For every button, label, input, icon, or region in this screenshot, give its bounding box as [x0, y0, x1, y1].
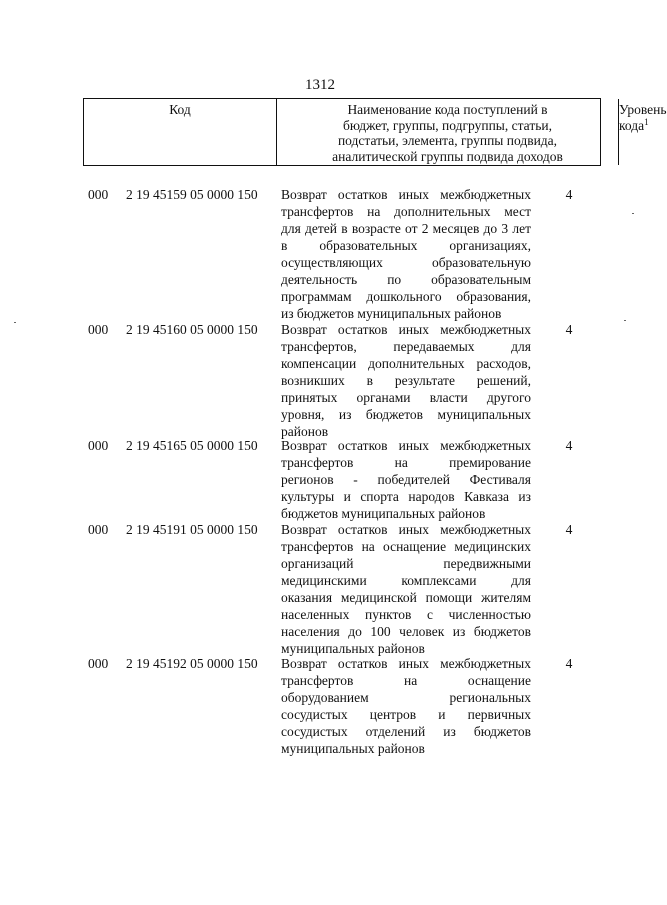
code-level: 4 — [565, 187, 573, 202]
code-name-line: Возврат остатков иных межбюджетных — [281, 322, 531, 337]
budget-code: 2 19 45192 05 0000 150 — [126, 656, 258, 671]
header-code: Код — [84, 99, 277, 165]
code-name-line: регионов - победителей Фестиваля — [281, 472, 531, 487]
scan-speck — [14, 322, 16, 323]
admin-code: 000 — [88, 522, 109, 537]
header-name-line: аналитической группы подвида доходов — [332, 148, 563, 164]
admin-code: 000 — [88, 187, 109, 202]
code-name-line: из бюджетов муниципальных районов — [281, 306, 502, 321]
code-name-line: сосудистых отделений из бюджетов — [281, 724, 531, 739]
code-name-line: уровня, из бюджетов муниципальных — [281, 407, 531, 422]
code-name-line: оказания медицинской помощи жителям — [281, 590, 531, 605]
code-name-line: в образовательных организациях, — [281, 238, 531, 253]
header-name-line: бюджет, группы, подгруппы, статьи, — [343, 117, 552, 133]
code-name-line: трансфертов на премирование — [281, 455, 531, 470]
admin-code: 000 — [88, 656, 109, 671]
footnote-marker: 1 — [644, 116, 649, 127]
code-level: 4 — [565, 656, 573, 671]
code-name-line: Возврат остатков иных межбюджетных — [281, 656, 531, 671]
code-name-line: организаций передвижными — [281, 556, 531, 571]
scan-speck — [624, 320, 626, 321]
code-name-line: для детей в возрасте от 2 месяцев до 3 лет — [281, 221, 531, 236]
code-name — [281, 186, 531, 322]
code-name-line: оборудованием региональных — [281, 690, 531, 705]
code-name-line: трансфертов, передаваемых для — [281, 339, 531, 354]
code-name-line: муниципальных районов — [281, 741, 425, 756]
admin-code: 000 — [88, 322, 109, 337]
code-name-line: трансфертов на дополнительных мест — [281, 204, 531, 219]
code-name-line: Возврат остатков иных межбюджетных — [281, 438, 531, 453]
header-name-line: Наименование кода поступлений в — [347, 102, 548, 117]
budget-code: 2 19 45159 05 0000 150 — [126, 187, 258, 202]
code-name-line: населенных пунктов с численностью — [281, 607, 531, 622]
code-name-line: трансфертов на оснащение медицинских — [281, 539, 531, 554]
code-name-line: принятых органами власти другого — [281, 390, 531, 405]
code-name-line: бюджетов муниципальных районов — [281, 506, 486, 521]
code-name-line: сосудистых центров и первичных — [281, 707, 531, 722]
code-name-line: районов — [281, 424, 329, 439]
code-name-line: населения до 100 человек из бюджетов — [281, 624, 531, 639]
code-level: 4 — [565, 522, 573, 537]
budget-code: 2 19 45165 05 0000 150 — [126, 438, 258, 453]
code-name-line: осуществляющих образовательную — [281, 255, 531, 270]
code-name-line: медицинскими комплексами для — [281, 573, 531, 588]
code-name — [281, 521, 531, 657]
code-name — [281, 437, 531, 522]
code-name-line: возникших в результате решений, — [281, 373, 531, 388]
header-name — [277, 99, 619, 165]
code-name-line: программам дошкольного образования, — [281, 289, 531, 304]
code-level: 4 — [565, 322, 573, 337]
code-name — [281, 321, 531, 440]
header-name-line: подстатьи, элемента, группы подвида, — [337, 133, 558, 149]
admin-code: 000 — [88, 438, 109, 453]
header-level-label: кода — [619, 117, 645, 133]
code-name — [281, 655, 531, 757]
table-header: Код Наименование кода поступлений в бюджет, группы, подгруппы, статьи, подстатьи, элемента, группы подвида, аналитической группы подвида доходов Уровень кода$^1$ — [83, 98, 601, 166]
code-name-line: деятельность по образовательным — [281, 272, 531, 287]
code-name-line: культуры и спорта народов Кавказа из — [281, 489, 531, 504]
code-name-line: Возврат остатков иных межбюджетных — [281, 522, 531, 537]
code-name-line: компенсации дополнительных расходов, — [281, 356, 531, 371]
scan-speck — [632, 213, 634, 214]
code-name-line: муниципальных районов — [281, 641, 425, 656]
budget-code: 2 19 45160 05 0000 150 — [126, 322, 258, 337]
code-name-line: трансфертов на оснащение — [281, 673, 531, 688]
budget-code: 2 19 45191 05 0000 150 — [126, 522, 258, 537]
code-level: 4 — [565, 438, 573, 453]
code-name-line: Возврат остатков иных межбюджетных — [281, 187, 531, 202]
page-number: 1312 — [305, 77, 335, 93]
